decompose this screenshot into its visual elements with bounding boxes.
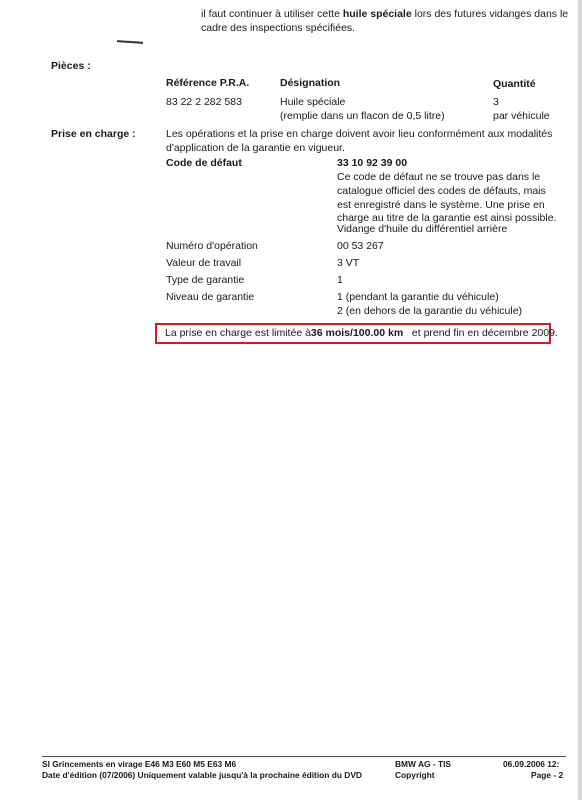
- intro-line-2: cadre des inspections spécifiées.: [201, 21, 356, 34]
- prise-text: Les opérations et la prise en charge doivent avoir lieu conformément aux modalités d'application de la garantie en vigueur.: [166, 128, 553, 154]
- op-value: 00 53 267: [337, 240, 384, 252]
- footer-left: SI Grincements en virage E46 M3 E60 M5 E63 M6 Date d'édition (07/2006) Uniquement valable jusqu'à la prochaine édition du DVD: [42, 759, 362, 781]
- header-quantity: Quantité: [493, 78, 536, 90]
- footer-divider: [42, 756, 566, 757]
- footer-middle: BMW AG - TIS Copyright: [395, 759, 451, 781]
- op-label: Numéro d'opération: [166, 240, 258, 252]
- intro-line-1: il faut continuer à utiliser cette huile spéciale lors des futures vidanges dans le: [201, 8, 569, 20]
- part-quantity: 3 par véhicule: [493, 96, 550, 122]
- type-label: Type de garantie: [166, 274, 245, 286]
- niveau-value: 1 (pendant la garantie du véhicule) 2 (en dehors de la garantie du véhicule): [337, 291, 523, 317]
- highlighted-notice: La prise en charge est limitée à 36 mois/100.00 km et prend fin en décembre 2009.: [155, 323, 551, 344]
- part-reference: 83 22 2 282 583: [166, 96, 242, 108]
- niveau-label: Niveau de garantie: [166, 291, 255, 303]
- pen-mark: [117, 40, 143, 44]
- pieces-label: Pièces :: [51, 60, 91, 72]
- header-designation: Désignation: [280, 77, 341, 89]
- travail-label: Valeur de travail: [166, 257, 242, 269]
- code-value: 33 10 92 39 00: [337, 157, 408, 169]
- travail-value: 3 VT: [337, 257, 360, 269]
- part-designation: Huile spéciale (remplie dans un flacon de 0,5 litre): [280, 96, 445, 122]
- intro-paragraph: [201, 8, 571, 36]
- header-reference: Référence P.R.A.: [166, 77, 250, 89]
- code-label: Code de défaut: [166, 157, 242, 169]
- prise-label: Prise en charge :: [51, 128, 136, 140]
- vidange-text: Vidange d'huile du différentiel arrière: [337, 223, 508, 235]
- type-value: 1: [337, 274, 343, 286]
- scan-edge: [578, 0, 582, 800]
- code-block: 33 10 92 39 00 Ce code de défaut ne se trouve pas dans le catalogue officiel des codes de défauts, mais est enregistré dans le système. Une prise en charge au titre de la garantie est ainsi possible.: [337, 157, 567, 226]
- footer-right: 06.09.2006 12: Page - 2: [503, 759, 564, 781]
